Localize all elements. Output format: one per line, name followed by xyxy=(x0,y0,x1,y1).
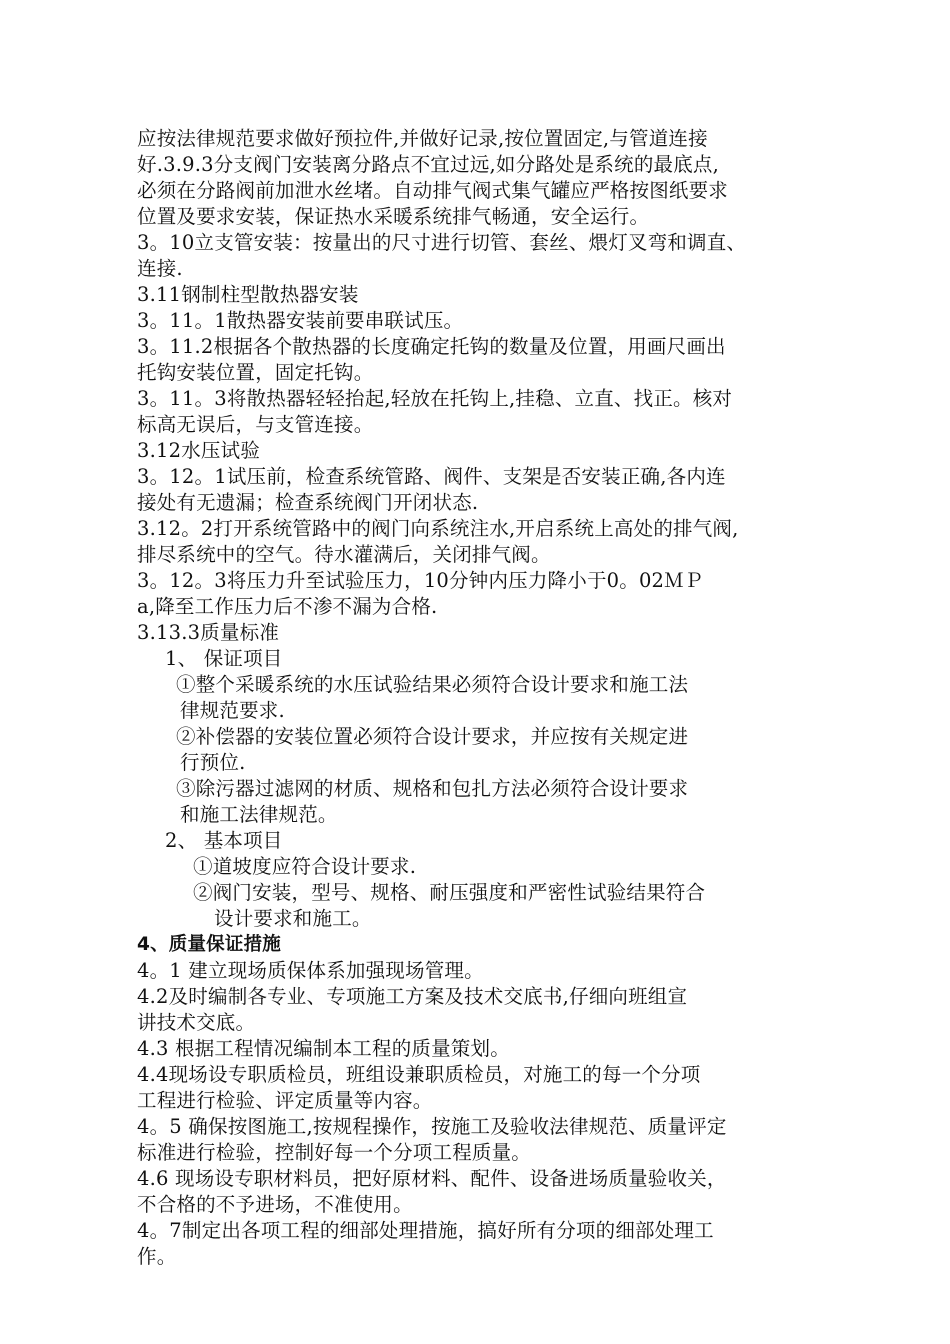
subsection-heading: 1、 保证项目 xyxy=(165,647,283,670)
text-line: 接处有无遗漏；检查系统阀门开闭状态. xyxy=(137,491,479,514)
text-line: 4。1 建立现场质保体系加强现场管理。 xyxy=(137,959,484,982)
text-line: 位置及要求安装，保证热水采暖系统排气畅通，安全运行。 xyxy=(137,205,650,228)
list-item: ③除污器过滤网的材质、规格和包扎方法必须符合设计要求 xyxy=(176,777,689,800)
list-item: ①整个采暖系统的水压试验结果必须符合设计要求和施工法 xyxy=(176,673,689,696)
text-line: 4.3 根据工程情况编制本工程的质量策划。 xyxy=(137,1037,510,1060)
text-line: 标高无误后，与支管连接。 xyxy=(137,413,374,436)
list-item-continuation: 设计要求和施工。 xyxy=(214,907,372,930)
section-heading: 3.11钢制柱型散热器安装 xyxy=(137,283,359,306)
text-line: 好.3.9.3分支阀门安装离分路点不宜过远,如分路处是系统的最底点, xyxy=(137,153,720,176)
text-line: 应按法律规范要求做好预拉件,并做好记录,按位置固定,与管道连接 xyxy=(137,127,708,150)
text-line: 4.4现场设专职质检员，班组设兼职质检员，对施工的每一个分项 xyxy=(137,1063,701,1086)
text-line: 3。11。1散热器安装前要串联试压。 xyxy=(137,309,464,332)
text-line: 作。 xyxy=(137,1245,177,1268)
section-heading: 3.13.3质量标准 xyxy=(137,621,280,644)
text-line: 4。7制定出各项工程的细部处理措施，搞好所有分项的细部处理工 xyxy=(137,1219,714,1242)
chapter-heading: 4、质量保证措施 xyxy=(137,934,281,955)
list-item: ②阀门安装，型号、规格、耐压强度和严密性试验结果符合 xyxy=(193,881,706,904)
text-line: 工程进行检验、评定质量等内容。 xyxy=(137,1089,433,1112)
list-item-continuation: 行预位. xyxy=(180,751,246,774)
text-line: 3。11.2根据各个散热器的长度确定托钩的数量及位置，用画尺画出 xyxy=(137,335,726,358)
text-line: 讲技术交底。 xyxy=(137,1011,256,1034)
text-line: 标准进行检验，控制好每一个分项工程质量。 xyxy=(137,1141,532,1164)
text-line: 3。12。3将压力升至试验压力，10分钟内压力降小于0。02ＭＰ xyxy=(137,569,704,592)
list-item: ①道坡度应符合设计要求. xyxy=(193,855,417,878)
list-item-continuation: 和施工法律规范。 xyxy=(180,803,338,826)
list-item-continuation: 律规范要求. xyxy=(180,699,285,722)
text-line: 3。12。1试压前，检查系统管路、阀件、支架是否安装正确,各内连 xyxy=(137,465,726,488)
text-line: 不合格的不予进场，不准使用。 xyxy=(137,1193,413,1216)
text-line: 连接. xyxy=(137,257,183,280)
section-heading: 3.12水压试验 xyxy=(137,439,261,462)
text-line: 4.6 现场设专职材料员，把好原材料、配件、设备进场质量验收关， xyxy=(137,1167,727,1190)
text-line: 3。10立支管安装：按量出的尺寸进行切管、套丝、煨灯叉弯和调直、 xyxy=(137,231,747,254)
text-line: 排尽系统中的空气。待水灌满后，关闭排气阀。 xyxy=(137,543,551,566)
text-line: 3.12。2打开系统管路中的阀门向系统注水,开启系统上高处的排气阀, xyxy=(137,517,739,540)
subsection-heading: 2、 基本项目 xyxy=(165,829,283,852)
text-line: 必须在分路阀前加泄水丝堵。自动排气阀式集气罐应严格按图纸要求 xyxy=(137,179,729,202)
text-line: 托钩安装位置，固定托钩。 xyxy=(137,361,374,384)
list-item: ②补偿器的安装位置必须符合设计要求，并应按有关规定进 xyxy=(176,725,689,748)
text-line: 4.2及时编制各专业、专项施工方案及技术交底书,仔细向班组宣 xyxy=(137,985,688,1008)
text-line: a,降至工作压力后不渗不漏为合格. xyxy=(137,595,438,618)
text-line: 4。5 确保按图施工,按规程操作，按施工及验收法律规范、质量评定 xyxy=(137,1115,727,1138)
text-line: 3。11。3将散热器轻轻抬起,轻放在托钩上,挂稳、立直、找正。核对 xyxy=(137,387,733,410)
